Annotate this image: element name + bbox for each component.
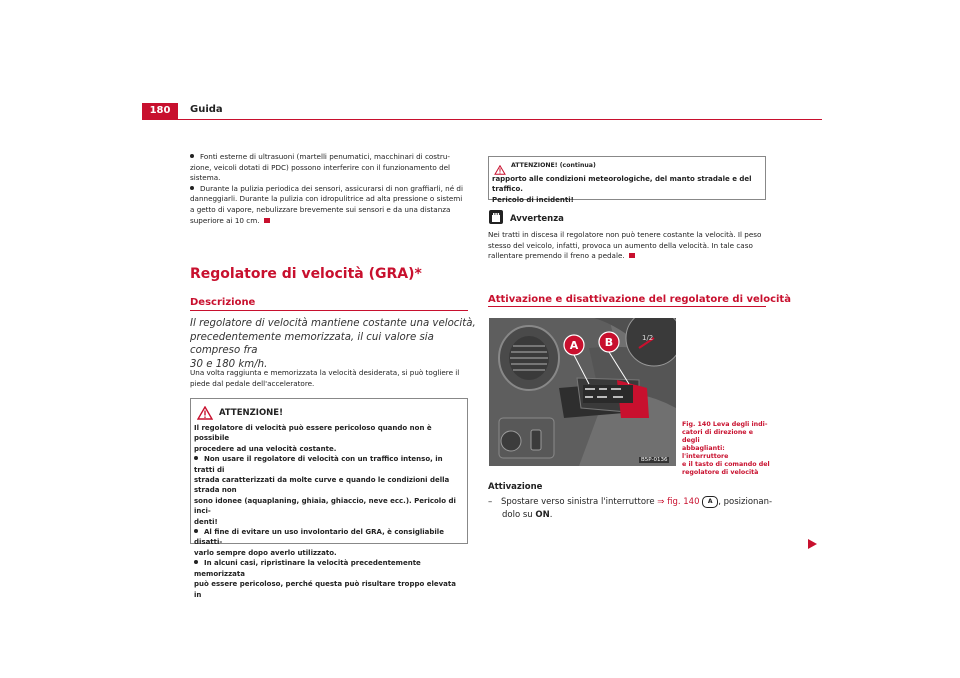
section-title: Regolatore di velocità (GRA)* bbox=[190, 266, 422, 282]
note-title: Avvertenza bbox=[510, 214, 564, 224]
header-rule bbox=[142, 119, 822, 120]
control-badge-a: A bbox=[702, 496, 718, 508]
warning-continued-title: ATTENZIONE! (continua) bbox=[511, 162, 596, 169]
warning-box bbox=[190, 398, 468, 599]
end-mark-icon bbox=[629, 253, 635, 258]
note-body: Nei tratti in discesa il regolatore non può tenere costante la velocità. Il peso stesso del veicolo, infatti, provoca un aumento della velocità. In tale caso rallentare premendo il freno a pedale. bbox=[488, 230, 762, 261]
bullet-icon bbox=[194, 560, 198, 564]
figure-label-a: A bbox=[569, 339, 579, 352]
bullet-line: a getto di vapore, nebulizzare brevemente sui sensori e da una distanza bbox=[190, 204, 451, 214]
subsection-rule bbox=[190, 310, 468, 311]
page-header-title: Guida bbox=[190, 104, 223, 115]
warning-continued-box bbox=[488, 156, 766, 204]
subsection-rule bbox=[488, 306, 766, 307]
end-mark-icon bbox=[264, 218, 270, 223]
page-number: 180 bbox=[142, 103, 178, 119]
subsection-title: Descrizione bbox=[190, 297, 256, 308]
next-page-arrow-icon[interactable] bbox=[808, 534, 817, 553]
figure-caption: Fig. 140 Leva degli indi- catori di direzione e degli abbaglianti: l'interruttore e il tasto di comando del regolatore di velocità bbox=[682, 421, 770, 476]
warning-triangle-icon bbox=[197, 405, 213, 424]
warning-continued-body: rapporto alle condizioni meteorologiche, del manto stradale e del traffico. Pericolo di incidenti! bbox=[492, 175, 752, 204]
note-icon bbox=[489, 210, 503, 224]
bullet-icon bbox=[194, 529, 198, 533]
bullet-icon bbox=[190, 154, 194, 158]
figure-illustration bbox=[489, 318, 676, 466]
bullet-icon bbox=[194, 456, 198, 460]
bullet-line: danneggiarli. Durante la pulizia con idropulitrice ad alta pressione o sistemi bbox=[190, 194, 463, 204]
bullet-line: Durante la pulizia periodica dei sensori, assicurarsi di non graffiarli, né di bbox=[190, 184, 470, 195]
bullet-line: zione, veicoli dotati di PDC) possono interferire con il funzionamento del bbox=[190, 162, 451, 172]
body-paragraph: Una volta raggiunta e memorizzata la velocità desiderata, si può togliere il piede dal pedale dell'acceleratore. bbox=[190, 368, 460, 388]
dial-text: 1/2 bbox=[642, 334, 654, 342]
bullet-line: Fonti esterne di ultrasuoni (martelli penumatici, macchinari di costru- bbox=[190, 152, 470, 163]
bullet-icon bbox=[190, 186, 194, 190]
warning-title: ATTENZIONE! bbox=[219, 408, 283, 418]
bullet-line: sistema. bbox=[190, 173, 221, 183]
activation-title: Attivazione bbox=[488, 482, 543, 492]
figure-label-b: B bbox=[604, 336, 614, 349]
figure-reference-link[interactable]: ⇒ fig. 140 bbox=[657, 497, 700, 507]
intro-paragraph: Il regolatore di velocità mantiene costante una velocità, precedentemente memorizzata, il cui valore sia compreso fra 30 e 180 km/h. bbox=[190, 318, 476, 370]
figure-tag: B5P-0136 bbox=[641, 457, 668, 463]
activation-step: – Spostare verso sinistra l'interruttore ⇒ fig. 140 A , posizionan- dolo su ON. bbox=[488, 497, 773, 520]
bullet-line: superiore ai 10 cm. bbox=[190, 216, 470, 227]
subsection-title-activation: Attivazione e disattivazione del regolatore di velocità bbox=[488, 294, 791, 305]
bullet-list-top bbox=[190, 152, 470, 226]
warning-body: Il regolatore di velocità può essere pericoloso quando non è possibile procedere ad una velocità costante. Non usare il regolatore di velocità con un traffico intenso, in tratti di strada caratterizzati da molte curve e quando le condizioni della strada non sono idonee (aquaplaning, ghiaia, ghiaccio, neve ecc.). Pericolo di inci- denti! Al fine di evitare un uso involontario del GRA, è consigliabile disatti- varlo sempre dopo averlo utilizzato. In alcuni casi, ripristinare la velocità precedentemente memorizzata può essere pericoloso, perché questa può risultare troppo elevata in bbox=[194, 424, 456, 599]
